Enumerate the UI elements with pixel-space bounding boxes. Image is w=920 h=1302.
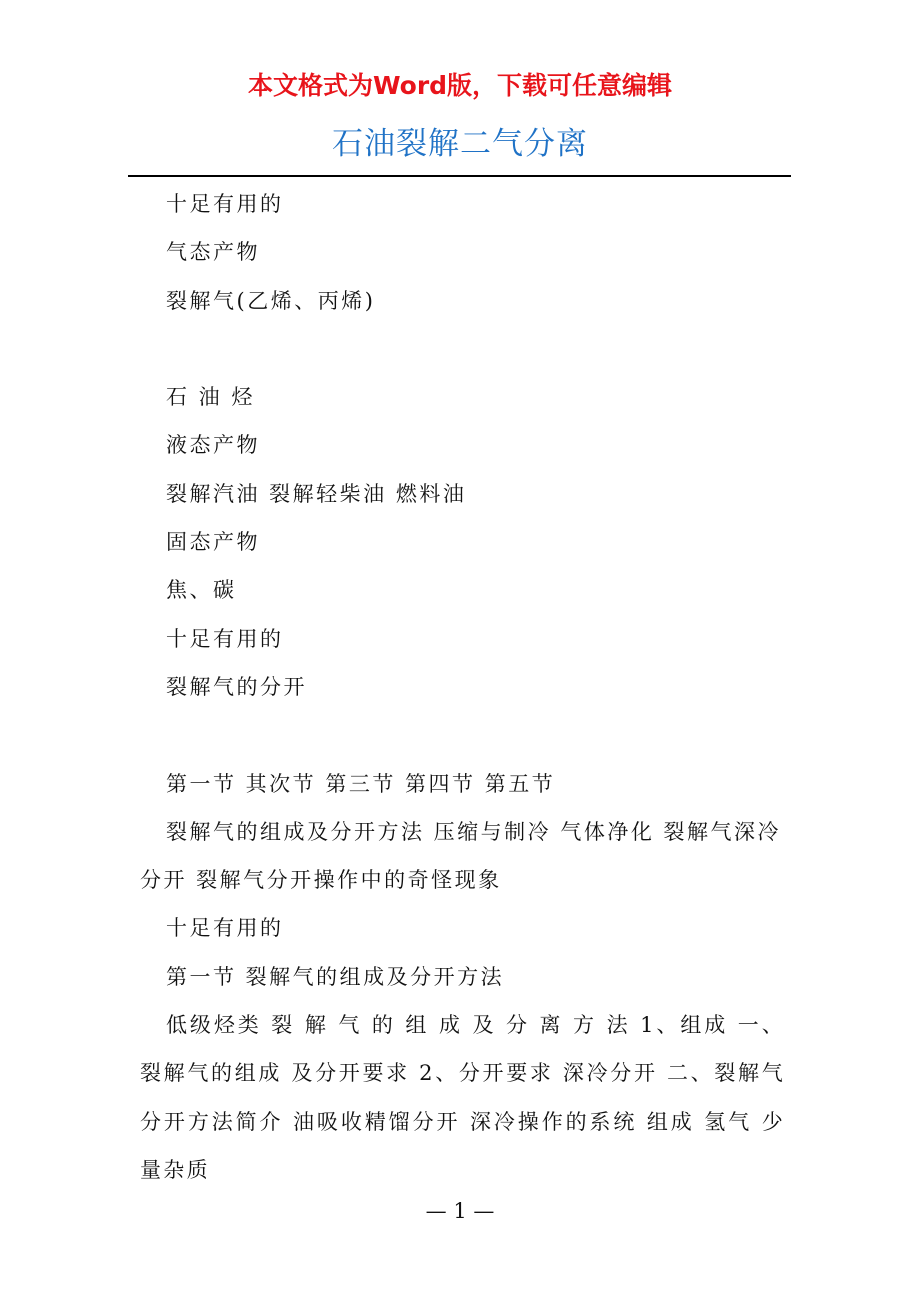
body-line: 石 油 烃 [166, 385, 255, 410]
download-banner: 本文格式为Word版，下载可任意编辑 [247, 71, 673, 100]
section-topics: 裂解气的组成及分开方法 压缩与制冷 气体净化 裂解气深冷分开 裂解气分开操作中的奇怪现象 [140, 819, 782, 893]
body-paragraph: 低级烃类 裂 解 气 的 组 成 及 分 离 方 法 1、组成 一、裂解气的组成 及分开要求 2、分开要求 深冷分开 二、裂解气分开方法简介 油吸收精馏分开 深冷操作的系统 组成 氢气 少量杂质 [140, 1013, 785, 1182]
blank-line [140, 325, 785, 373]
section-list: 第一节 其次节 第三节 第四节 第五节 [166, 771, 556, 796]
body-line: 裂解气(乙烯、丙烯) [166, 288, 376, 313]
blank-line [140, 711, 785, 759]
body-line: 十足有用的 [166, 916, 284, 941]
document-body [140, 180, 785, 1194]
body-line: 十足有用的 [166, 626, 284, 651]
body-line: 液态产物 [166, 433, 260, 458]
body-line: 十足有用的 [166, 192, 284, 216]
header-rule [128, 175, 791, 177]
section-heading: 第一节 裂解气的组成及分开方法 [166, 964, 505, 989]
body-line: 裂解气的分开 [166, 674, 307, 699]
document-title: 石油裂解二气分离 [332, 126, 588, 162]
body-line: 固态产物 [166, 530, 260, 555]
body-line: 气态产物 [166, 240, 260, 265]
page-number: — 1 — [425, 1199, 495, 1223]
body-line: 焦、碳 [166, 578, 237, 603]
body-line: 裂解汽油 裂解轻柴油 燃料油 [166, 481, 467, 506]
